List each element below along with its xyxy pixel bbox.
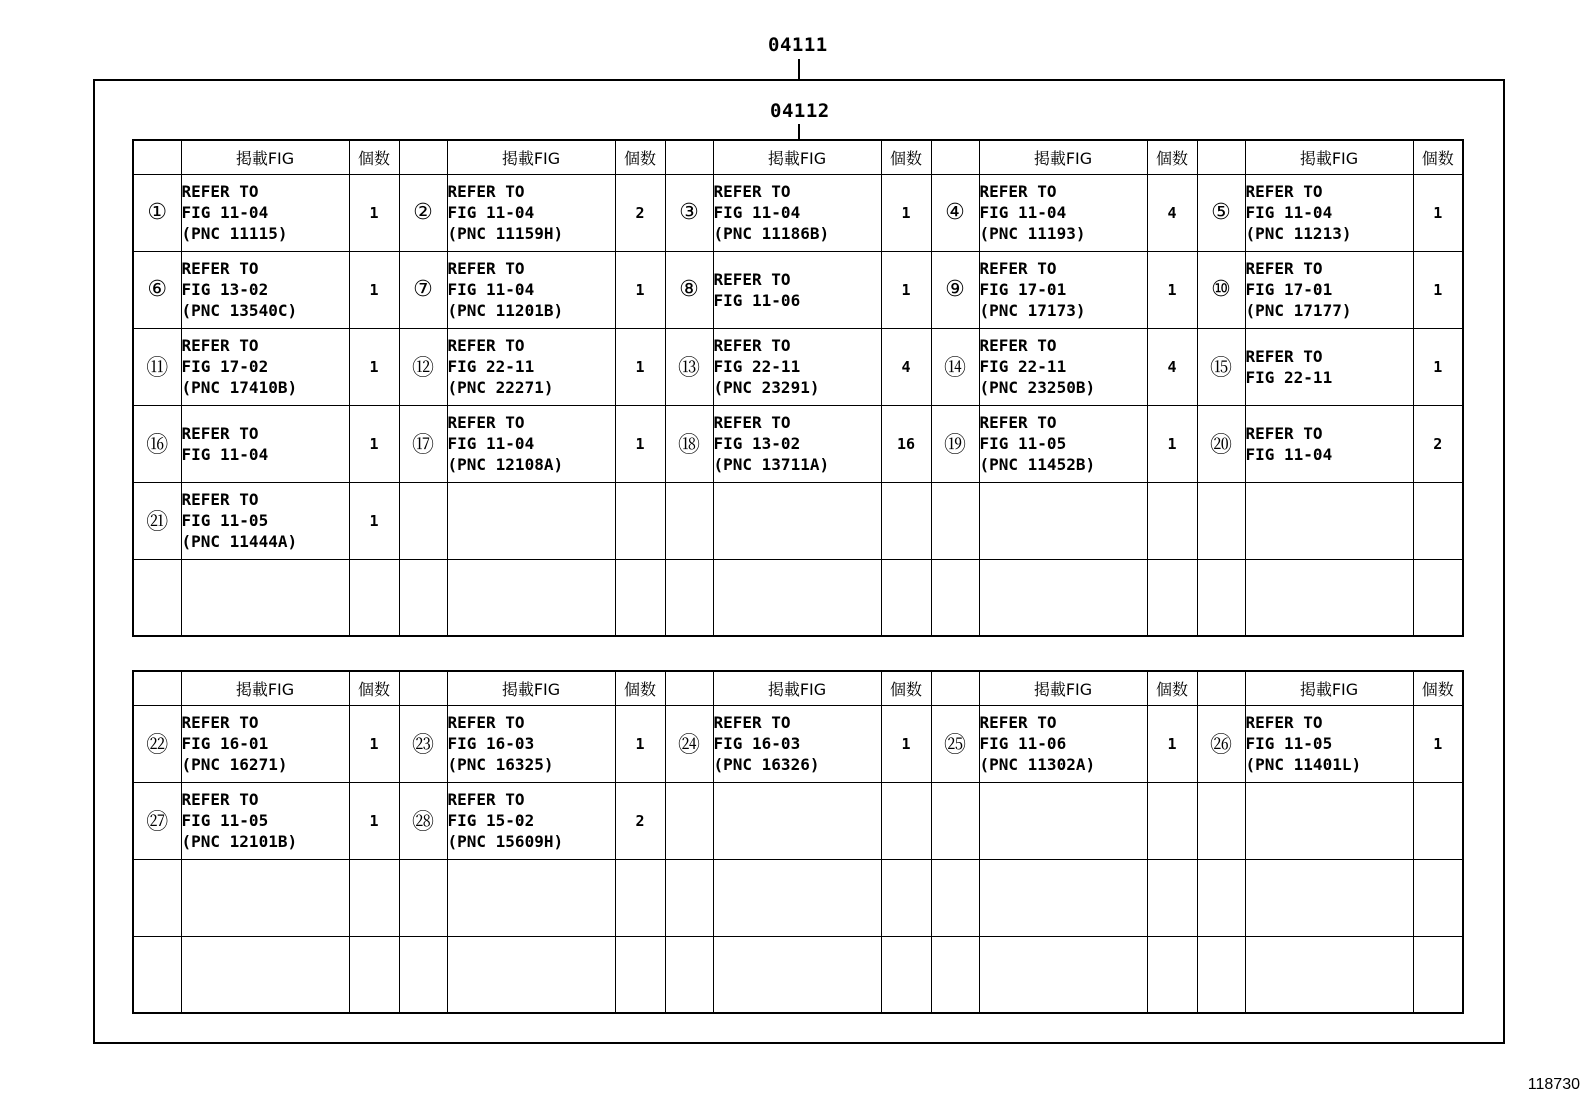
fig-reference: REFER TO FIG 22-11 (PNC 23291)	[713, 328, 881, 405]
fig-reference: REFER TO FIG 11-04 (PNC 11213)	[1245, 174, 1413, 251]
callout-number	[1197, 559, 1245, 636]
callout-number: ㉖	[1197, 705, 1245, 782]
header-qty-cell: 個数	[1413, 671, 1463, 705]
header-fig-cell: 掲載FIG	[979, 140, 1147, 174]
quantity: 16	[881, 405, 931, 482]
callout-number: ③	[665, 174, 713, 251]
callout-number	[665, 559, 713, 636]
header-fig-cell: 掲載FIG	[181, 671, 349, 705]
header-fig-cell: 掲載FIG	[713, 140, 881, 174]
header-number-cell	[1197, 140, 1245, 174]
fig-reference	[1245, 859, 1413, 936]
callout-number: ⑨	[931, 251, 979, 328]
quantity: 1	[349, 174, 399, 251]
fig-reference: REFER TO FIG 15-02 (PNC 15609H)	[447, 782, 615, 859]
header-qty-cell: 個数	[349, 671, 399, 705]
quantity	[1147, 482, 1197, 559]
fig-reference: REFER TO FIG 11-05 (PNC 11444A)	[181, 482, 349, 559]
table-row	[133, 405, 1463, 482]
quantity: 1	[615, 405, 665, 482]
fig-reference: REFER TO FIG 22-11 (PNC 22271)	[447, 328, 615, 405]
callout-number	[399, 936, 447, 1013]
callout-number: ⑮	[1197, 328, 1245, 405]
callout-number	[931, 936, 979, 1013]
table-row	[133, 936, 1463, 1013]
fig-reference	[181, 936, 349, 1013]
header-fig-cell: 掲載FIG	[447, 140, 615, 174]
header-fig-cell: 掲載FIG	[181, 140, 349, 174]
header-qty-cell: 個数	[349, 140, 399, 174]
sub-assembly-part-number: 04112	[770, 100, 830, 122]
quantity	[881, 559, 931, 636]
callout-number: ⑯	[133, 405, 181, 482]
callout-number: ㉗	[133, 782, 181, 859]
fig-reference: REFER TO FIG 16-03 (PNC 16325)	[447, 705, 615, 782]
callout-number	[133, 936, 181, 1013]
header-qty-cell: 個数	[615, 671, 665, 705]
header-qty-cell: 個数	[1147, 140, 1197, 174]
fig-reference	[713, 482, 881, 559]
header-qty-cell: 個数	[1413, 140, 1463, 174]
header-number-cell	[665, 671, 713, 705]
quantity	[1147, 936, 1197, 1013]
quantity	[1413, 936, 1463, 1013]
callout-number: ㉕	[931, 705, 979, 782]
callout-number	[931, 559, 979, 636]
callout-number: ⑤	[1197, 174, 1245, 251]
quantity: 1	[1413, 328, 1463, 405]
callout-number: ⑰	[399, 405, 447, 482]
fig-reference: REFER TO FIG 11-04	[1245, 405, 1413, 482]
quantity: 1	[881, 251, 931, 328]
quantity	[615, 559, 665, 636]
callout-number	[931, 482, 979, 559]
callout-number: ⑬	[665, 328, 713, 405]
callout-number: ②	[399, 174, 447, 251]
header-fig-cell: 掲載FIG	[713, 671, 881, 705]
quantity: 2	[615, 782, 665, 859]
fig-reference	[447, 859, 615, 936]
callout-number: ㉑	[133, 482, 181, 559]
callout-number	[931, 782, 979, 859]
quantity: 1	[349, 251, 399, 328]
callout-number: ㉔	[665, 705, 713, 782]
quantity	[1413, 782, 1463, 859]
fig-reference: REFER TO FIG 13-02 (PNC 13540C)	[181, 251, 349, 328]
table-row	[133, 705, 1463, 782]
callout-number	[1197, 859, 1245, 936]
fig-reference	[1245, 936, 1413, 1013]
header-number-cell	[931, 140, 979, 174]
figure-number: 118730	[1527, 1076, 1580, 1093]
quantity: 1	[349, 782, 399, 859]
fig-reference: REFER TO FIG 17-01 (PNC 17177)	[1245, 251, 1413, 328]
quantity: 1	[1413, 251, 1463, 328]
header-fig-cell: 掲載FIG	[1245, 671, 1413, 705]
quantity	[1147, 559, 1197, 636]
callout-number: ⑥	[133, 251, 181, 328]
quantity: 4	[881, 328, 931, 405]
quantity	[615, 482, 665, 559]
fig-reference: REFER TO FIG 11-04 (PNC 11186B)	[713, 174, 881, 251]
callout-number: ⑲	[931, 405, 979, 482]
quantity: 1	[881, 174, 931, 251]
fig-reference: REFER TO FIG 22-11	[1245, 328, 1413, 405]
fig-reference: REFER TO FIG 17-01 (PNC 17173)	[979, 251, 1147, 328]
table-row	[133, 482, 1463, 559]
callout-number: ㉘	[399, 782, 447, 859]
header-number-cell	[1197, 671, 1245, 705]
callout-number	[133, 559, 181, 636]
header-qty-cell: 個数	[615, 140, 665, 174]
quantity: 1	[349, 705, 399, 782]
callout-number: ④	[931, 174, 979, 251]
fig-reference	[1245, 482, 1413, 559]
fig-reference: REFER TO FIG 13-02 (PNC 13711A)	[713, 405, 881, 482]
quantity: 4	[1147, 328, 1197, 405]
quantity: 1	[349, 405, 399, 482]
callout-number	[399, 482, 447, 559]
quantity	[881, 859, 931, 936]
fig-reference	[713, 936, 881, 1013]
quantity: 2	[1413, 405, 1463, 482]
fig-reference	[447, 559, 615, 636]
callout-number: ㉓	[399, 705, 447, 782]
quantity: 1	[1413, 174, 1463, 251]
header-qty-cell: 個数	[1147, 671, 1197, 705]
quantity	[615, 936, 665, 1013]
reference-table-upper	[132, 139, 1464, 637]
fig-reference	[979, 782, 1147, 859]
table-row	[133, 328, 1463, 405]
quantity	[1147, 782, 1197, 859]
quantity: 1	[1413, 705, 1463, 782]
table-row	[133, 782, 1463, 859]
callout-number	[665, 936, 713, 1013]
fig-reference: REFER TO FIG 17-02 (PNC 17410B)	[181, 328, 349, 405]
assembly-leader-line	[798, 59, 800, 79]
quantity: 1	[615, 251, 665, 328]
fig-reference	[181, 559, 349, 636]
header-number-cell	[399, 140, 447, 174]
quantity	[615, 859, 665, 936]
header-number-cell	[399, 671, 447, 705]
quantity: 1	[1147, 705, 1197, 782]
quantity	[881, 482, 931, 559]
fig-reference	[713, 559, 881, 636]
quantity: 1	[1147, 251, 1197, 328]
callout-number	[931, 859, 979, 936]
fig-reference: REFER TO FIG 11-06	[713, 251, 881, 328]
quantity: 4	[1147, 174, 1197, 251]
table-row	[133, 174, 1463, 251]
callout-number	[1197, 936, 1245, 1013]
quantity: 1	[1147, 405, 1197, 482]
fig-reference: REFER TO FIG 11-04 (PNC 11201B)	[447, 251, 615, 328]
callout-number	[399, 859, 447, 936]
quantity: 1	[881, 705, 931, 782]
header-number-cell	[665, 140, 713, 174]
assembly-part-number: 04111	[768, 34, 828, 56]
fig-reference: REFER TO FIG 11-04	[181, 405, 349, 482]
fig-reference: REFER TO FIG 22-11 (PNC 23250B)	[979, 328, 1147, 405]
fig-reference: REFER TO FIG 11-05 (PNC 12101B)	[181, 782, 349, 859]
table-header-row	[133, 140, 1463, 174]
callout-number: ⑧	[665, 251, 713, 328]
fig-reference	[181, 859, 349, 936]
quantity	[881, 936, 931, 1013]
callout-number	[665, 859, 713, 936]
callout-number: ⑱	[665, 405, 713, 482]
callout-number: ①	[133, 174, 181, 251]
quantity	[1413, 559, 1463, 636]
fig-reference	[979, 559, 1147, 636]
quantity	[349, 559, 399, 636]
fig-reference	[1245, 559, 1413, 636]
fig-reference: REFER TO FIG 11-06 (PNC 11302A)	[979, 705, 1147, 782]
fig-reference: REFER TO FIG 11-04 (PNC 11115)	[181, 174, 349, 251]
callout-number: ⑭	[931, 328, 979, 405]
fig-reference: REFER TO FIG 16-03 (PNC 16326)	[713, 705, 881, 782]
fig-reference	[447, 482, 615, 559]
fig-reference: REFER TO FIG 16-01 (PNC 16271)	[181, 705, 349, 782]
quantity	[1413, 482, 1463, 559]
table-row	[133, 859, 1463, 936]
quantity	[1147, 859, 1197, 936]
table-row	[133, 251, 1463, 328]
quantity: 1	[349, 328, 399, 405]
callout-number	[665, 482, 713, 559]
table-row	[133, 559, 1463, 636]
header-number-cell	[133, 671, 181, 705]
callout-number: ⑫	[399, 328, 447, 405]
callout-number	[1197, 782, 1245, 859]
callout-number	[133, 859, 181, 936]
reference-table-lower	[132, 670, 1464, 1014]
callout-number: ⑳	[1197, 405, 1245, 482]
quantity	[349, 936, 399, 1013]
fig-reference: REFER TO FIG 11-05 (PNC 11452B)	[979, 405, 1147, 482]
fig-reference	[713, 859, 881, 936]
callout-number: ⑦	[399, 251, 447, 328]
callout-number	[665, 782, 713, 859]
quantity: 2	[615, 174, 665, 251]
header-fig-cell: 掲載FIG	[447, 671, 615, 705]
fig-reference	[713, 782, 881, 859]
fig-reference	[447, 936, 615, 1013]
fig-reference	[979, 936, 1147, 1013]
quantity: 1	[615, 705, 665, 782]
fig-reference: REFER TO FIG 11-04 (PNC 11159H)	[447, 174, 615, 251]
header-fig-cell: 掲載FIG	[1245, 140, 1413, 174]
callout-number: ⑩	[1197, 251, 1245, 328]
header-qty-cell: 個数	[881, 671, 931, 705]
fig-reference	[1245, 782, 1413, 859]
quantity	[1413, 859, 1463, 936]
quantity	[349, 859, 399, 936]
header-fig-cell: 掲載FIG	[979, 671, 1147, 705]
quantity: 1	[615, 328, 665, 405]
fig-reference	[979, 482, 1147, 559]
table-header-row	[133, 671, 1463, 705]
header-number-cell	[133, 140, 181, 174]
fig-reference: REFER TO FIG 11-05 (PNC 11401L)	[1245, 705, 1413, 782]
header-number-cell	[931, 671, 979, 705]
fig-reference: REFER TO FIG 11-04 (PNC 11193)	[979, 174, 1147, 251]
header-qty-cell: 個数	[881, 140, 931, 174]
fig-reference	[979, 859, 1147, 936]
quantity	[881, 782, 931, 859]
callout-number	[1197, 482, 1245, 559]
callout-number: ⑪	[133, 328, 181, 405]
quantity: 1	[349, 482, 399, 559]
callout-number	[399, 559, 447, 636]
callout-number: ㉒	[133, 705, 181, 782]
fig-reference: REFER TO FIG 11-04 (PNC 12108A)	[447, 405, 615, 482]
